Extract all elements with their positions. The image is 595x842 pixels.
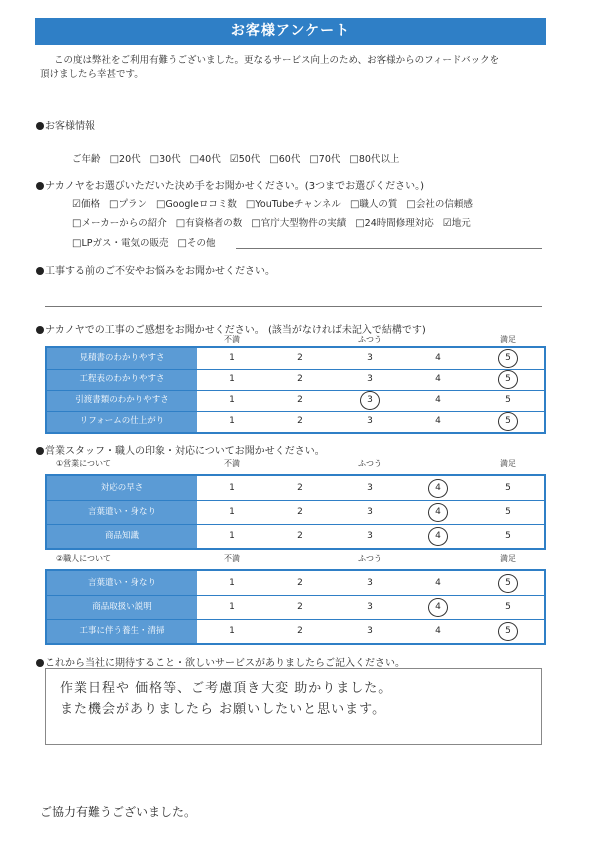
impressions-row-label: 見積書のわかりやすさ (47, 348, 197, 369)
reason-option-0-1[interactable] (109, 199, 147, 210)
rating-option-3[interactable]: 3 (367, 578, 373, 588)
rating-option-4[interactable]: 4 (435, 483, 441, 493)
bullet-icon (36, 182, 44, 190)
row-divider (47, 500, 544, 501)
rating-option-4[interactable]: 4 (435, 531, 441, 541)
rating-option-3[interactable]: 3 (367, 416, 373, 426)
scale-low-label: 不満 (224, 554, 240, 563)
reason-option-1-2[interactable] (251, 218, 346, 229)
selected-rating-circle (498, 622, 518, 641)
staff-heading: 営業スタッフ・職人の印象・対応についてお聞かせください。 (36, 442, 325, 457)
rating-option-4[interactable]: 4 (435, 395, 441, 405)
impressions-row-label: 工程表のわかりやすさ (47, 369, 197, 390)
checkbox-icon[interactable]: □ (177, 238, 187, 249)
survey-title: お客様アンケート (35, 18, 546, 45)
option-label: 60代 (278, 154, 301, 165)
concerns-heading: 工事する前のご不安やお悩みをお聞かせください。 (36, 262, 275, 277)
rating-option-2[interactable]: 2 (297, 395, 303, 405)
bullet-icon (36, 326, 44, 334)
selected-rating-circle (498, 574, 518, 593)
rating-option-1[interactable]: 1 (229, 626, 235, 636)
rating-option-3[interactable]: 3 (367, 483, 373, 493)
checkbox-icon[interactable]: □ (349, 199, 360, 210)
impressions-row (47, 369, 544, 390)
rating-option-5[interactable]: 5 (505, 602, 511, 612)
rating-option-3[interactable]: 3 (367, 531, 373, 541)
reason-option-1-3[interactable] (355, 218, 434, 229)
rating-option-5[interactable]: 5 (505, 395, 511, 405)
bullet-icon (36, 122, 44, 130)
checkbox-icon[interactable]: □ (72, 238, 82, 249)
expectations-textbox[interactable] (45, 668, 542, 745)
rating-option-2[interactable]: 2 (297, 626, 303, 636)
rating-option-4[interactable]: 4 (435, 374, 441, 384)
checkbox-icon[interactable]: □ (309, 154, 319, 165)
handwritten-line-1: 作業日程や 価格等、ご考慮頂き大変 助かりました。 (60, 681, 393, 696)
scale-high-label: 満足 (500, 335, 516, 344)
selected-rating-circle (428, 527, 448, 546)
row-divider (47, 390, 544, 391)
rating-option-1[interactable]: 1 (229, 531, 235, 541)
option-label: LPガス・電気の販売 (81, 238, 169, 249)
rating-option-1[interactable]: 1 (229, 374, 235, 384)
scale-mid-label: ふつう (358, 459, 382, 468)
option-label: 有資格者の数 (185, 218, 243, 229)
checked-box-icon[interactable]: ☑ (229, 154, 239, 165)
intro-line-1: この度は弊社をご利用有難うございました。更なるサービス向上のため、お客様からのフィードバックを (54, 55, 500, 66)
rating-option-5[interactable]: 5 (505, 483, 511, 493)
sales-row-label: 言葉遣い・身なり (47, 500, 197, 524)
reason-option-1-4[interactable] (443, 218, 471, 229)
option-label: メーカーからの紹介 (81, 218, 167, 229)
selected-rating-circle (428, 598, 448, 617)
sales-row-label: 対応の早さ (47, 476, 197, 500)
rating-option-1[interactable]: 1 (229, 483, 235, 493)
impressions-row (47, 390, 544, 411)
age-label: ご年齢 (72, 154, 101, 165)
age-option-2[interactable] (190, 154, 221, 165)
age-option-3[interactable] (230, 154, 261, 165)
scale-mid-label: ふつう (358, 335, 382, 344)
reason-options-row-3 (72, 235, 224, 249)
option-label: 30代 (159, 154, 181, 165)
handwritten-line-2: また機会がありましたら お願いしたいと思います。 (60, 702, 387, 717)
craft-row-label: 言葉遣い・身なり (47, 571, 197, 595)
rating-option-2[interactable]: 2 (297, 374, 303, 384)
selected-rating-circle (428, 503, 448, 522)
sales-rating-table (45, 474, 546, 550)
reason-option-1-1[interactable] (176, 218, 242, 229)
checkbox-icon[interactable]: □ (72, 218, 82, 229)
craft-rating-table (45, 569, 546, 645)
reason-option-0-2[interactable] (156, 199, 237, 210)
rating-option-2[interactable]: 2 (297, 602, 303, 612)
rating-option-2[interactable]: 2 (297, 416, 303, 426)
rating-option-4[interactable]: 4 (435, 507, 441, 517)
age-option-4[interactable] (269, 154, 300, 165)
row-divider (47, 369, 544, 370)
scale-low-label: 不満 (224, 335, 240, 344)
age-option-6[interactable] (349, 154, 399, 165)
rating-option-2[interactable]: 2 (297, 578, 303, 588)
scale-mid-label: ふつう (358, 554, 382, 563)
sales-row (47, 476, 544, 500)
option-label: プラン (118, 199, 147, 210)
craft-row (47, 595, 544, 619)
rating-option-4[interactable]: 4 (435, 626, 441, 636)
craft-row-label: 工事に伴う養生・清掃 (47, 619, 197, 643)
option-label: 価格 (80, 199, 100, 210)
checkbox-icon[interactable]: □ (175, 218, 186, 229)
rating-option-5[interactable]: 5 (505, 353, 511, 363)
sales-scale-header (0, 458, 595, 470)
rating-option-3[interactable]: 3 (367, 374, 373, 384)
rating-option-1[interactable]: 1 (229, 353, 235, 363)
checkbox-icon[interactable]: □ (149, 154, 160, 165)
reason-options-row-1 (72, 196, 482, 210)
craft-row (47, 619, 544, 643)
row-divider (47, 524, 544, 525)
reason-option-2-0[interactable] (72, 238, 168, 249)
craft-row (47, 571, 544, 595)
checkbox-icon[interactable]: □ (251, 218, 261, 229)
craft-row-label: 商品取扱い説明 (47, 595, 197, 619)
rating-option-5[interactable]: 5 (505, 531, 511, 541)
rating-option-4[interactable]: 4 (435, 578, 441, 588)
sales-subheading: ①営業について (56, 459, 112, 468)
rating-option-1[interactable]: 1 (229, 578, 235, 588)
option-label: 会社の信頼感 (415, 199, 473, 210)
checkbox-icon[interactable]: □ (189, 154, 200, 165)
selected-rating-circle (498, 370, 518, 389)
other-write-line[interactable] (236, 248, 542, 249)
concerns-write-line[interactable] (45, 306, 542, 307)
rating-option-3[interactable]: 3 (367, 353, 373, 363)
impressions-row-label: リフォームの仕上がり (47, 411, 197, 432)
selected-rating-circle (428, 479, 448, 498)
craft-scale-header (0, 553, 595, 565)
intro-line-2: 頂けましたら幸甚です。 (40, 69, 144, 80)
age-option-1[interactable] (150, 154, 181, 165)
option-label: 40代 (199, 154, 221, 165)
option-label: YouTubeチャンネル (255, 199, 341, 210)
rating-option-1[interactable]: 1 (229, 416, 235, 426)
option-label: 50代 (238, 154, 261, 165)
bullet-icon (36, 447, 44, 455)
option-label: 24時間修理対応 (364, 218, 434, 229)
rating-option-3[interactable]: 3 (367, 626, 373, 636)
option-label: 職人の質 (359, 199, 398, 210)
bullet-icon (36, 659, 44, 667)
rating-option-4[interactable]: 4 (435, 602, 441, 612)
reason-option-0-5[interactable] (406, 199, 472, 210)
rating-option-4[interactable]: 4 (435, 353, 441, 363)
checkbox-icon[interactable]: □ (245, 199, 256, 210)
reason-option-2-1[interactable] (177, 238, 215, 249)
rating-option-1[interactable]: 1 (229, 507, 235, 517)
impressions-row (47, 411, 544, 432)
scale-low-label: 不満 (224, 459, 240, 468)
checkbox-icon[interactable]: □ (406, 199, 416, 210)
row-divider (47, 411, 544, 412)
bullet-icon (36, 267, 44, 275)
age-options (72, 151, 408, 165)
row-divider (47, 595, 544, 596)
option-label: 70代 (318, 154, 341, 165)
sales-row-label: 商品知識 (47, 524, 197, 548)
age-option-5[interactable] (309, 154, 340, 165)
reason-option-0-4[interactable] (350, 199, 397, 210)
thank-you-text: ご協力有難うございました。 (40, 805, 197, 819)
checkbox-icon[interactable]: □ (108, 199, 119, 210)
option-label: Googleロコミ数 (165, 199, 237, 210)
rating-option-2[interactable]: 2 (297, 507, 303, 517)
rating-option-3[interactable]: 3 (367, 602, 373, 612)
rating-option-5[interactable]: 5 (505, 626, 511, 636)
row-divider (47, 619, 544, 620)
selected-rating-circle (498, 412, 518, 431)
checkbox-icon[interactable]: □ (349, 154, 359, 165)
rating-option-3[interactable]: 3 (367, 395, 373, 405)
customer-info-heading: お客様情報 (36, 117, 95, 132)
rating-option-2[interactable]: 2 (297, 531, 303, 541)
checkbox-icon[interactable]: □ (355, 218, 365, 229)
sales-row (47, 524, 544, 548)
impressions-rating-table (45, 346, 546, 434)
impressions-row (47, 348, 544, 369)
checkbox-icon[interactable]: □ (269, 154, 279, 165)
sales-row (47, 500, 544, 524)
reason-options-row-2 (72, 215, 480, 229)
option-label: 地元 (451, 218, 471, 229)
rating-option-1[interactable]: 1 (229, 395, 235, 405)
reason-option-1-0[interactable] (72, 218, 167, 229)
intro-text (40, 54, 560, 82)
checkbox-icon[interactable]: □ (109, 154, 120, 165)
rating-option-5[interactable]: 5 (505, 507, 511, 517)
reason-option-0-3[interactable] (246, 199, 341, 210)
age-option-0[interactable] (110, 154, 141, 165)
rating-option-2[interactable]: 2 (297, 483, 303, 493)
reasons-heading: ナカノヤをお選びいただいた決め手をお聞かせください。(3つまでお選びください。) (36, 177, 424, 192)
checkbox-icon[interactable]: □ (155, 199, 166, 210)
option-label: 官庁大型物件の実績 (260, 218, 347, 229)
rating-option-2[interactable]: 2 (297, 353, 303, 363)
impressions-row-label: 引渡書類のわかりやすさ (47, 390, 197, 411)
checked-box-icon[interactable]: ☑ (72, 199, 81, 210)
impressions-scale-header (0, 334, 595, 346)
expectations-heading: これから当社に期待すること・欲しいサービスがありましたらご記入ください。 (36, 654, 405, 669)
rating-option-5[interactable]: 5 (505, 374, 511, 384)
rating-option-3[interactable]: 3 (367, 507, 373, 517)
rating-option-1[interactable]: 1 (229, 602, 235, 612)
reason-option-0-0[interactable] (72, 199, 100, 210)
selected-rating-circle (498, 349, 518, 368)
checked-box-icon[interactable]: ☑ (442, 218, 452, 229)
scale-high-label: 満足 (500, 459, 516, 468)
rating-option-4[interactable]: 4 (435, 416, 441, 426)
rating-option-5[interactable]: 5 (505, 416, 511, 426)
scale-high-label: 満足 (500, 554, 516, 563)
craft-subheading: ②職人について (56, 554, 112, 563)
selected-rating-circle (360, 391, 380, 410)
rating-option-5[interactable]: 5 (505, 578, 511, 588)
option-label: その他 (186, 238, 216, 249)
option-label: 20代 (119, 154, 141, 165)
option-label: 80代以上 (358, 154, 400, 165)
impressions-heading: ナカノヤでの工事のご感想をお聞かせください。 (該当がなければ未記入で結構です) (36, 321, 426, 336)
